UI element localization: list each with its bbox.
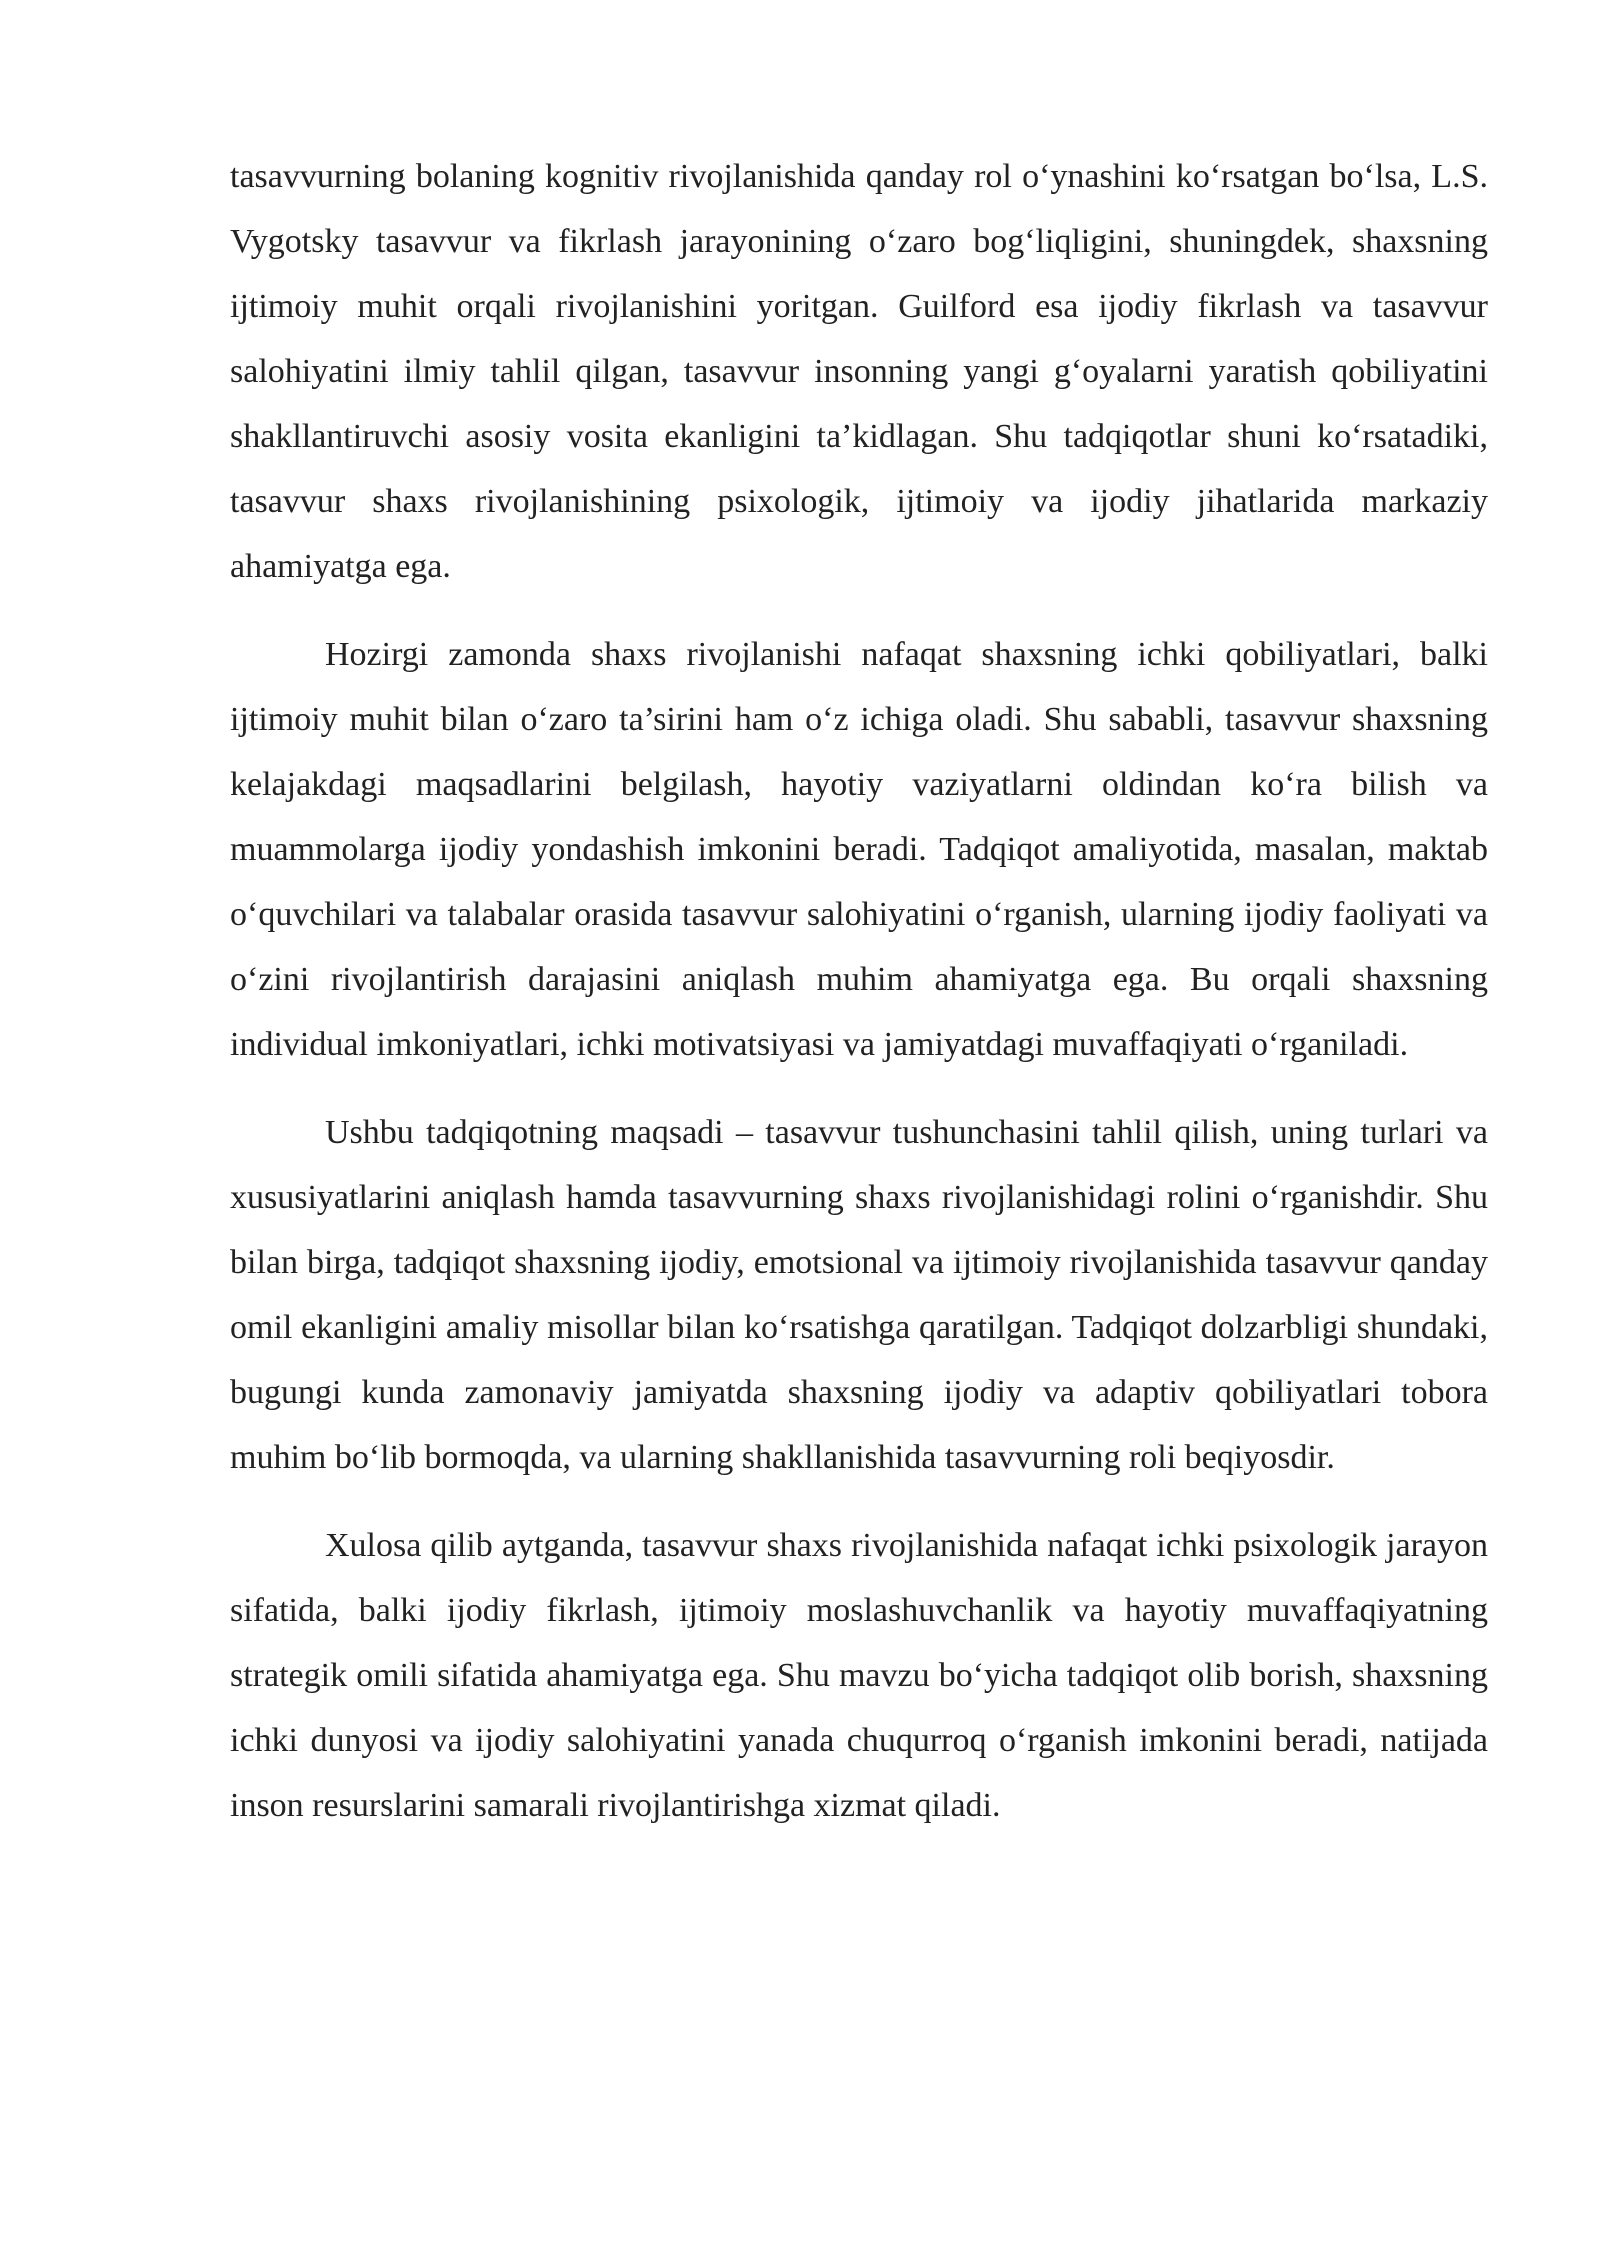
body-text xyxy=(230,144,1488,1838)
paragraph-4: Xulosa qilib aytganda, tasavvur shaxs rivojlanishida nafaqat ichki psixologik jarayon sifatida, balki ijodiy fikrlash, ijtimoiy moslashuvchanlik va hayotiy muvaffaqiyatning strategik omili sifatida ahamiyatga ega. Shu mavzu bo‘yicha tadqiqot olib borish, shaxsning ichki dunyosi va ijodiy salohiyatini yanada chuqurroq o‘rganish imkonini beradi, natijada inson resurslarini samarali rivojlantirishga xizmat qiladi. xyxy=(230,1527,1488,1824)
paragraph-2: Hozirgi zamonda shaxs rivojlanishi nafaqat shaxsning ichki qobiliyatlari, balki ijtimoiy muhit bilan o‘zaro ta’sirini ham o‘z ichiga oladi. Shu sababli, tasavvur shaxsning kelajakdagi maqsadlarini belgilash, hayotiy vaziyatlarni oldindan ko‘ra bilish va muammolarga ijodiy yondashish imkonini beradi. Tadqiqot amaliyotida, masalan, maktab o‘quvchilari va talabalar orasida tasavvur salohiyatini o‘rganish, ularning ijodiy faoliyati va o‘zini rivojlantirish darajasini aniqlash muhim ahamiyatga ega. Bu orqali shaxsning individual imkoniyatlari, ichki motivatsiyasi va jamiyatdagi muvaffaqiyati o‘rganiladi. xyxy=(230,636,1488,1063)
paragraph-1: tasavvurning bolaning kognitiv rivojlanishida qanday rol o‘ynashini ko‘rsatgan bo‘lsa, L.S. Vygotsky tasavvur va fikrlash jarayonining o‘zaro bog‘liqligini, shuningdek, shaxsning ijtimoiy muhit orqali rivojlanishini yoritgan. Guilford esa ijodiy fikrlash va tasavvur salohiyatini ilmiy tahlil qilgan, tasavvur insonning yangi g‘oyalarni yaratish qobiliyatini shakllantiruvchi asosiy vosita ekanligini ta’kidlagan. Shu tadqiqotlar shuni ko‘rsatadiki, tasavvur shaxs rivojlanishining psixologik, ijtimoiy va ijodiy jihatlarida markaziy ahamiyatga ega. xyxy=(230,158,1488,585)
paragraph-3: Ushbu tadqiqotning maqsadi – tasavvur tushunchasini tahlil qilish, uning turlari va xususiyatlarini aniqlash hamda tasavvurning shaxs rivojlanishidagi rolini o‘rganishdir. Shu bilan birga, tadqiqot shaxsning ijodiy, emotsional va ijtimoiy rivojlanishida tasavvur qanday omil ekanligini amaliy misollar bilan ko‘rsatishga qaratilgan. Tadqiqot dolzarbligi shundaki, bugungi kunda zamonaviy jamiyatda shaxsning ijodiy va adaptiv qobiliyatlari tobora muhim bo‘lib bormoqda, va ularning shakllanishida tasavvurning roli beqiyosdir. xyxy=(230,1114,1488,1476)
